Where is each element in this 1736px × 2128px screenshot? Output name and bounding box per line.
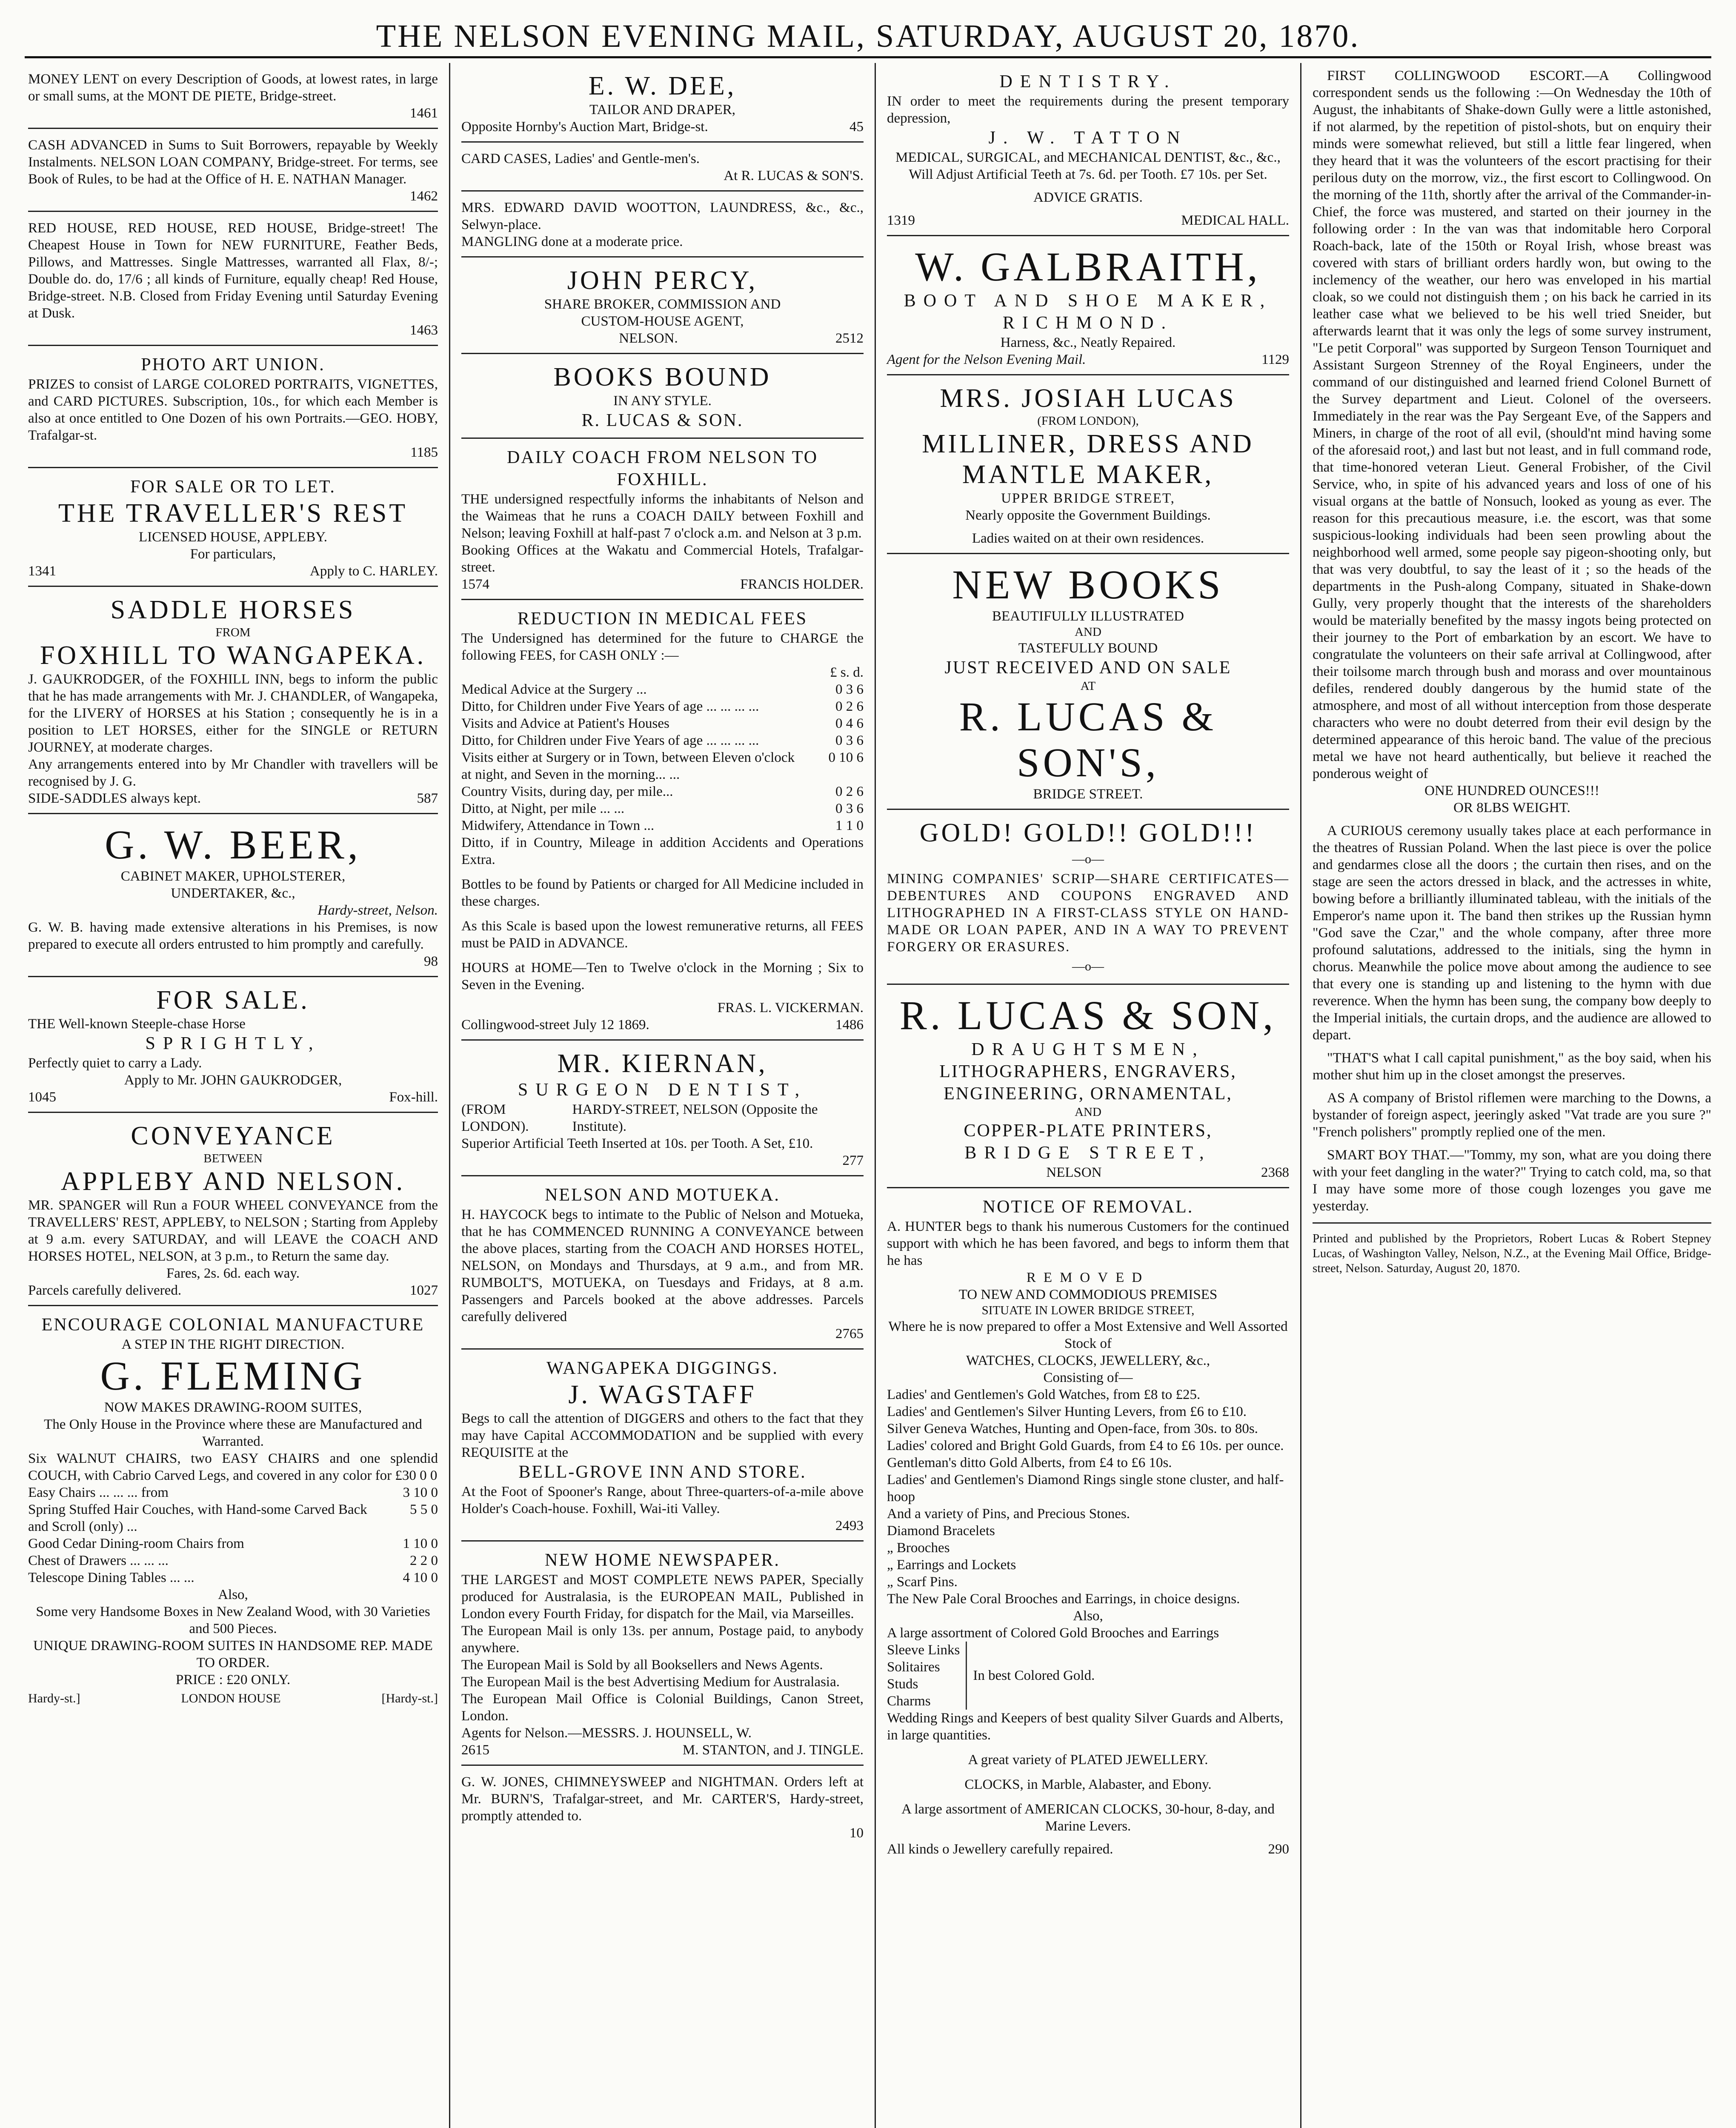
ad-line-3: ENGINEERING, ORNAMENTAL, bbox=[944, 1084, 1233, 1104]
fee-label: Visits and Advice at Patient's Houses bbox=[461, 716, 669, 731]
ad-line-2: LITHOGRAPHERS, ENGRAVERS, bbox=[939, 1062, 1237, 1081]
ad-stock: WATCHES, CLOCKS, JEWELLERY, &c., bbox=[966, 1353, 1210, 1368]
fee-amount: 1 1 0 bbox=[835, 818, 864, 833]
ad-ditto: Ditto, if in Country, Mileage in addition Accidents and Operations Extra. bbox=[461, 835, 864, 867]
stock-item: Ladies' colored and Bright Gold Guards, from £4 to £6 10s. per ounce. bbox=[887, 1438, 1284, 1453]
ad-nelson-motueka bbox=[461, 1176, 864, 1350]
ad-new-home-newspaper bbox=[461, 1542, 864, 1766]
price-list bbox=[28, 1484, 438, 1586]
ad-fares: Fares, 2s. 6d. each way. bbox=[166, 1266, 300, 1281]
fee-amount: 0 10 6 bbox=[828, 750, 864, 765]
separator-2: —o— bbox=[1072, 959, 1104, 973]
ad-subtitle: CABINET MAKER, UPHOLSTERER, bbox=[120, 869, 346, 884]
ad-american: A large assortment of AMERICAN CLOCKS, 30-hour, 8-day, and Marine Levers. bbox=[901, 1802, 1275, 1834]
ad-name: W. GALBRAITH, bbox=[915, 244, 1261, 289]
ad-title: NEW BOOKS bbox=[952, 562, 1224, 607]
ad-text: Ladies waited on at their own residences. bbox=[972, 531, 1204, 546]
ad-intro: The Undersigned has determined for the future to CHARGE the following FEES, for CASH ONLY :— bbox=[461, 631, 864, 663]
bracket-item: Solitaires bbox=[887, 1659, 940, 1675]
bracket-items bbox=[887, 1642, 967, 1710]
ad-subtitle-2: UNDERTAKER, &c., bbox=[171, 886, 295, 901]
fee-row bbox=[461, 783, 864, 800]
ad-clocks: CLOCKS, in Marble, Alabaster, and Ebony. bbox=[964, 1777, 1212, 1792]
news-paragraph: "THAT'S what I call capital punishment," as the boy said, when his mother shut him up in the closet amongst the preserves. bbox=[1313, 1050, 1711, 1083]
ad-number: 1185 bbox=[410, 445, 438, 460]
stock-list bbox=[887, 1386, 1289, 1607]
ad-agent: Agent for the Nelson Evening Mail. bbox=[887, 352, 1086, 367]
ad-number: 290 bbox=[1268, 1842, 1289, 1857]
stock-item: The New Pale Coral Brooches and Earrings, in choice designs. bbox=[887, 1591, 1240, 1607]
ad-text: Superior Artificial Teeth Inserted at 10s. per Tooth. A Set, £10. bbox=[461, 1136, 813, 1151]
ad-jones-chimneysweep bbox=[461, 1766, 864, 1848]
column-3 bbox=[876, 63, 1301, 2128]
ad-number: 1129 bbox=[1261, 352, 1289, 367]
bracket-group bbox=[887, 1642, 1289, 1710]
ad-advice: ADVICE GRATIS. bbox=[1033, 190, 1143, 205]
ad-text: THE Well-known Steeple-chase Horse bbox=[28, 1016, 246, 1032]
ad-hours: HOURS at HOME—Ten to Twelve o'clock in the Morning ; Six to Seven in the Evening. bbox=[461, 960, 864, 992]
ad-notice-of-removal bbox=[887, 1188, 1289, 1864]
ad-text: Begs to call the attention of DIGGERS and others to the fact that they may have Capital ACCOMMODATION and be supplied with every REQUISITE at the bbox=[461, 1411, 864, 1460]
ad-subtitle: BOOT AND SHOE MAKER, bbox=[904, 291, 1273, 311]
ad-number: 1462 bbox=[410, 189, 438, 204]
ad-text: MR. SPANGER will Run a FOUR WHEEL CONVEYANCE from the TRAVELLERS' REST, APPLEBY, to NELSON ; Starting from Appleby at 9 a.m. every SATURDAY, and will LEAVE the COACH AND HORSES HOTEL, NELSON, at 3 p.m., to Return the same day. bbox=[28, 1198, 438, 1264]
columns bbox=[25, 63, 1711, 2128]
ad-text: THE undersigned respectfully informs the inhabitants of Nelson and the Waimeas that he runs a COACH DAILY between Foxhill and Nelson; leaving Foxhill at half-past 7 o'clock a.m. and Nelson at 3 p.m. bbox=[461, 492, 864, 541]
fee-row bbox=[461, 715, 864, 732]
ad-line-3: TASTEFULLY BOUND bbox=[1018, 641, 1158, 656]
ad-text-4: The European Mail is the best Advertising Medium for Australasia. bbox=[461, 1674, 840, 1690]
ad-line-5: COPPER-PLATE PRINTERS, bbox=[964, 1121, 1213, 1141]
bracket-item: Charms bbox=[887, 1693, 931, 1709]
column-1 bbox=[25, 63, 450, 2128]
ad-subtitle: SURGEON DENTIST, bbox=[518, 1080, 807, 1100]
ad-number: 1574 bbox=[461, 577, 489, 592]
ad-books-bound bbox=[461, 354, 864, 439]
ad-address-2: Nearly opposite the Government Buildings. bbox=[965, 508, 1211, 523]
ad-by: R. LUCAS & SON. bbox=[581, 411, 744, 430]
ad-text-5: The European Mail Office is Colonial Buildings, Canon Street, London. bbox=[461, 1691, 864, 1724]
ad-new-books bbox=[887, 554, 1289, 810]
ad-text-2: Any arrangements entered into by Mr Chandler with travellers will be recognised by J. G. bbox=[28, 757, 438, 789]
ad-repaired: All kinds o Jewellery carefully repaired. bbox=[887, 1842, 1113, 1857]
fee-amount: 0 2 6 bbox=[835, 699, 864, 714]
ad-mrs-lucas bbox=[887, 375, 1289, 554]
ad-number: 277 bbox=[842, 1153, 864, 1168]
ad-agents: Agents for Nelson.—MESSRS. J. HOUNSELL, W. bbox=[461, 1725, 752, 1741]
ad-also: Also, bbox=[218, 1587, 248, 1602]
ad-for-sale-horse bbox=[28, 977, 438, 1113]
ad-number: 45 bbox=[849, 119, 864, 134]
ad-address: Opposite Hornby's Auction Mart, Bridge-st. bbox=[461, 119, 708, 134]
ad-assortment: A large assortment of Colored Gold Brooches and Earrings bbox=[887, 1625, 1219, 1641]
fee-row bbox=[461, 698, 864, 715]
news-paragraph: AS A company of Bristol riflemen were marching to the Downs, a bystander of foreign aspect, jeeringly asked "Vat trade are you sure ?" "French polishers" promptly replied one of the men. bbox=[1313, 1090, 1711, 1140]
ad-hall: MEDICAL HALL. bbox=[1181, 213, 1289, 228]
ad-title: GOLD! GOLD!! GOLD!!! bbox=[919, 818, 1257, 847]
ad-conveyance bbox=[28, 1113, 438, 1306]
ad-lucas-draughtsmen bbox=[887, 985, 1289, 1188]
price-amount: 3 10 0 bbox=[403, 1485, 438, 1500]
ad-place: RICHMOND. bbox=[1002, 313, 1174, 333]
fee-amount: 0 4 6 bbox=[835, 716, 864, 731]
ad-medical-fees bbox=[461, 600, 864, 1041]
price-amount: 5 5 0 bbox=[410, 1502, 438, 1517]
price-amount: 2 2 0 bbox=[410, 1553, 438, 1568]
ad-at: At R. LUCAS & SON'S. bbox=[724, 168, 864, 183]
ad-title: DAILY COACH FROM NELSON TO FOXHILL. bbox=[506, 448, 818, 489]
news-paragraph: FIRST COLLINGWOOD ESCORT.—A Collingwood correspondent sends us the following :—On Wednesday the 10th of August, the inhabitants of Shake-down Gully were a little astonished, if not alarmed, by the repetition of pistol-shots, but on enquiry their minds were somewhat relieved, but still a little fear lingered, when they heard that it was the volunteers of the escort practising for their perilous duty on the morrow, viz., the first escort to Collingwood. On the morning of the 11th, shortly after the arrival of the Commander-in-Chief, the force was mustered, and started on their journey in the following order : In the van was that indomitable hero Corporal Roach-back, late of the 150th or Royal Irish, whose breast was covered with stars of brilliant orders hardly won, but owing to the inclemency of the weather, our hero was enveloped in his martial cloak, so we could not distinguish them ; on his back he carried in its leather case what we believed to be his well tried Sneider, but afterwards learnt that it was only the legs of some survey instrument, "Le petit Corporal" was supported by Surgeon Tenson Tourniquet and Assistant Surgeon Strenney of the Royal Engineers, under the command of our distinguished and learned friend Colonel Burnett of the Survey department and Lieut. Colonel of the overseers. Immediately in the rear was the Pay Sergeant Eve, of the Sappers and Miners, in charge of the root of all evil, (should'nt mind having some of the aforesaid root,) and last but not least, and in full command rode, that time-honored veteran Lieut. General Frobisher, of the Civil Service, who, in spite of his advanced years and loss of one of his visual organs at the battle of Nonsuch, looked as young as ever. The reason for this precautious measure, i.e. the escort, was that some suspicious-looking individuals had been seen prowling about the neighborhood well armed, some people say pigeon-shooting only, but that was very doubtful, to say the least of it ; so the heads of the departments in the Push-along Company, situated in Shake-down Gully, very properly thought that the interests of the shareholders would be materially benefited by the massy ingots being protected on their journey to the Port of embarkation by an escort. We have to congratulate the volunteers on their safe arrival at Collingwood, after their toilsome march through bush and morass and over mountainous defiles, rendered doubly dangerous by the humid state of the atmosphere, and most of all without interception from those desperate characters who were no doubt deterred from their evil design by the determined appearance of this heroic band. The value of the precious metal we have not heard authentically, but believe it reached the ponderous weight of bbox=[1313, 68, 1711, 781]
price-label: Spring Stuffed Hair Couches, with Hand-some Carved Back and Scroll (only) ... bbox=[28, 1502, 367, 1534]
ad-price: PRICE : £20 ONLY. bbox=[175, 1672, 291, 1688]
price-amount: 1 10 0 bbox=[403, 1536, 438, 1551]
price-label: Easy Chairs ... ... ... from bbox=[28, 1485, 169, 1500]
ad-text: THE LARGEST and MOST COMPLETE NEWS PAPER, Specially produced for Australasia, is the EUROPEAN MAIL, Published in London every Fourth Friday, for dispatch for the Mail, via Marseilles. bbox=[461, 1572, 864, 1622]
ad-title: CONVEYANCE bbox=[131, 1121, 335, 1150]
ad-text: G. W. B. having made extensive alterations in his Premises, is now prepared to execute all orders entrusted to him promptly and carefully. bbox=[28, 920, 438, 952]
ad-red-house bbox=[28, 212, 438, 346]
ad-unique: UNIQUE DRAWING-ROOM SUITES IN HANDSOME REP. MADE TO ORDER. bbox=[33, 1638, 433, 1670]
ad-number: 1027 bbox=[410, 1283, 438, 1298]
ad-line-6: BRIDGE STREET, bbox=[964, 1143, 1212, 1163]
ad-from: FROM bbox=[215, 626, 251, 639]
stock-item: Silver Geneva Watches, Hunting and Open-face, from 30s. to 80s. bbox=[887, 1421, 1258, 1436]
ad-heading: ENCOURAGE COLONIAL MANUFACTURE bbox=[41, 1315, 425, 1335]
fee-label: Ditto, for Children under Five Years of age ... ... ... ... bbox=[461, 733, 759, 748]
ad-galbraith bbox=[887, 236, 1289, 375]
ad-route: APPLEBY AND NELSON. bbox=[60, 1167, 406, 1196]
ad-daily-coach bbox=[461, 439, 864, 600]
ad-consisting: Consisting of— bbox=[1043, 1370, 1133, 1385]
news-paragraph: A CURIOUS ceremony usually takes place at each performance in the theatres of Russian Poland. When the last piece is over the police and gendarmes close all the doors ; the curtain then rises, and on the stage are seen the actors dressed in black, and the actresses in white, bowing before a brilliantly illuminated tableau, with the initials of the Emperor's name upon it. The band then strikes up the Russian hymn "God save the Czar," and the whole company, after three more profound salutations, addressed to the initials, sing the hymn in chorus. Meanwhile the police move about among the audience to see that every one is standing up and listening to the hymn with due reverence. When the hymn has been sung, the company bow deeply to the Imperial initials, the curtain drops, and the audience are allowed to depart. bbox=[1313, 823, 1711, 1043]
ad-cash-advanced bbox=[28, 129, 438, 212]
ad-boxes: Some very Handsome Boxes in New Zealand Wood, with 30 Varieties and 500 Pieces. bbox=[36, 1604, 430, 1636]
ad-text: G. W. JONES, CHIMNEYSWEEP and NIGHTMAN. Orders left at Mr. BURN'S, Trafalgar-street, and Mr. CARTER'S, Hardy-street, promptly attended to. bbox=[461, 1774, 864, 1824]
ad-route: FOXHILL TO WANGAPEKA. bbox=[40, 641, 426, 670]
ad-gold bbox=[887, 810, 1289, 985]
ad-title: NOTICE OF REMOVAL. bbox=[982, 1197, 1194, 1217]
ad-name: JOHN PERCY, bbox=[567, 266, 758, 295]
ad-now-makes: NOW MAKES DRAWING-ROOM SUITES, bbox=[104, 1400, 362, 1415]
ad-bottles: Bottles to be found by Patients or charged for All Medicine included in these charges. bbox=[461, 877, 864, 909]
price-row bbox=[28, 1552, 438, 1569]
masthead: THE NELSON EVENING MAIL, SATURDAY, AUGUST 20, 1870. bbox=[25, 17, 1711, 58]
ad-text: J. GAUKRODGER, of the FOXHILL INN, begs to inform the public that he has made arrangements with Mr. J. CHANDLER, of Wangapeka, for the LIVERY of HORSES at his Station ; consequently he is in a position to LET HORSES, either for the SINGLE or RETURN JOURNEY, at moderate charges. bbox=[28, 672, 438, 755]
price-row bbox=[28, 1535, 438, 1552]
ad-title: BOOKS BOUND bbox=[553, 363, 772, 392]
bracket-item: Sleeve Links bbox=[887, 1642, 960, 1658]
ad-title: DENTISTRY. bbox=[999, 72, 1177, 92]
stock-item: Diamond Bracelets bbox=[887, 1523, 995, 1539]
ad-number: 2765 bbox=[835, 1326, 864, 1341]
ad-photo-art-union bbox=[28, 346, 438, 468]
ad-removed: REMOVED bbox=[1026, 1270, 1150, 1285]
ad-text-2: MANGLING done at a moderate price. bbox=[461, 234, 683, 249]
ad-side-saddles: SIDE-SADDLES always kept. bbox=[28, 791, 201, 806]
ad-contact: Apply to Mr. JOHN GAUKRODGER, bbox=[124, 1073, 342, 1088]
news-paragraph: SMART BOY THAT.—"Tommy, my son, what are you doing there with your feet dangling in the water?" Trying to catch cold, ma, so that I may have some more of those cough lozenges you gave me yesterday. bbox=[1313, 1147, 1711, 1214]
ad-text: MINING COMPANIES' SCRIP—SHARE CERTIFICATES—DEBENTURES AND COUPONS ENGRAVED AND LITHOGRAPHED IN A FIRST-CLASS STYLE ON HAND-MADE OR LOAN PAPER, AND IN A WAY TO PREVENT FORGERY OR ERASURES. bbox=[887, 871, 1289, 955]
ad-subtitle: MEDICAL, SURGICAL, and MECHANICAL DENTIST, &c., &c., bbox=[895, 150, 1281, 165]
ad-text-3: The European Mail is Sold by all Booksellers and News Agents. bbox=[461, 1657, 823, 1673]
ad-address: HARDY-STREET, NELSON (Opposite the Institute). bbox=[572, 1102, 818, 1134]
foot-left: Hardy-st.] bbox=[28, 1691, 80, 1705]
ad-text: CARD CASES, Ladies' and Gentle-men's. bbox=[461, 151, 700, 166]
ad-six-chairs: Six WALNUT CHAIRS, two EASY CHAIRS and one splendid COUCH, with Cabrio Carved Legs, and covered in any color for £30 0 0 bbox=[28, 1451, 438, 1483]
separator: —o— bbox=[1072, 852, 1104, 866]
fee-row bbox=[461, 749, 864, 783]
ad-number: 1045 bbox=[28, 1090, 56, 1105]
ad-number: 2368 bbox=[1261, 1165, 1289, 1180]
ad-text-2: The European Mail is only 13s. per annum, Postage paid, to anybody anywhere. bbox=[461, 1623, 864, 1656]
bracket-label: In best Colored Gold. bbox=[973, 1668, 1095, 1683]
price-row bbox=[28, 1484, 438, 1501]
ad-text: For particulars, bbox=[190, 546, 276, 562]
ad-scale: As this Scale is based upon the lowest remunerative returns, all FEES must be PAID in ADVANCE. bbox=[461, 918, 864, 951]
ad-wangapeka-diggings bbox=[461, 1350, 864, 1542]
news-paragraph: OR 8LBS WEIGHT. bbox=[1453, 800, 1570, 815]
price-amount: 4 10 0 bbox=[403, 1570, 438, 1585]
ad-number: 1486 bbox=[835, 1017, 864, 1033]
ad-place: NELSON. bbox=[619, 331, 678, 346]
ad-address: BRIDGE STREET. bbox=[1033, 787, 1143, 802]
ad-text-2: Booking Offices at the Wakatu and Commercial Hotels, Trafalgar-street. bbox=[461, 543, 864, 575]
stock-item: Ladies' and Gentlemen's Silver Hunting Levers, from £6 to £10. bbox=[887, 1404, 1247, 1419]
ad-subheading: A STEP IN THE RIGHT DIRECTION. bbox=[121, 1337, 345, 1352]
ad-trade: MILLINER, DRESS AND MANTLE MAKER, bbox=[922, 429, 1254, 489]
imprint-text: Printed and published by the Proprietors, Robert Lucas & Robert Stepney Lucas, of Washington Valley, Nelson, N.Z., at the Evening Mail Office, Bridge-street, Nelson. Saturday, August 20, 1870. bbox=[1313, 1232, 1711, 1275]
ad-title: FOR SALE. bbox=[156, 986, 310, 1015]
ad-address: UPPER BRIDGE STREET, bbox=[1001, 491, 1175, 506]
ad-text: RED HOUSE, RED HOUSE, RED HOUSE, Bridge-street! The Cheapest House in Town for NEW FURNITURE, Feather Beds, Pillows, and Mattresses. Single Mattresses, warranted all Flax, 8/-; Double do. do, 17/6 ; all kinds of Furniture, equally cheap! Red House, Bridge-street. N.B. Closed from Friday Evening until Saturday Evening at Dusk. bbox=[28, 220, 438, 321]
ad-money-lent bbox=[28, 63, 438, 129]
ad-name: J. W. TATTON bbox=[988, 128, 1188, 148]
ad-text: A. HUNTER begs to thank his numerous Customers for the continued support with which he has been favored, and begs to inform them that he has bbox=[887, 1219, 1289, 1268]
fee-amount: 0 3 6 bbox=[835, 801, 864, 816]
stock-item: Gentleman's ditto Gold Alberts, from £4 to £6 10s. bbox=[887, 1455, 1172, 1470]
ad-contact: Apply to C. HARLEY. bbox=[310, 563, 438, 579]
stock-item: „ Earrings and Lockets bbox=[887, 1557, 1016, 1573]
ad-subtitle-2: CUSTOM-HOUSE AGENT, bbox=[581, 314, 744, 329]
column-4 bbox=[1301, 63, 1711, 2128]
bracket-item: Studs bbox=[887, 1676, 918, 1692]
price-row bbox=[28, 1569, 438, 1586]
ad-number: 1463 bbox=[410, 323, 438, 338]
ad-line-4: AND bbox=[1075, 1105, 1101, 1119]
ad-inn: BELL-GROVE INN AND STORE. bbox=[518, 1462, 807, 1482]
ad-name: G. W. BEER, bbox=[105, 822, 361, 867]
ad-number: 1461 bbox=[410, 106, 438, 121]
stock-item: „ Scarf Pins. bbox=[887, 1574, 958, 1590]
ad-title: NEW HOME NEWSPAPER. bbox=[545, 1550, 780, 1570]
ad-dentistry bbox=[887, 63, 1289, 236]
ad-kiernan bbox=[461, 1041, 864, 1176]
imprint bbox=[1313, 1222, 1711, 1282]
ad-number: 98 bbox=[424, 954, 438, 969]
ad-number: 2493 bbox=[835, 1518, 864, 1533]
ad-number: 1319 bbox=[887, 213, 915, 228]
ad-subtitle: SHARE BROKER, COMMISSION AND bbox=[544, 297, 781, 312]
stock-item: And a variety of Pins, and Precious Stones. bbox=[887, 1506, 1130, 1522]
ad-name: MR. KIERNAN, bbox=[557, 1049, 768, 1078]
ad-subtitle: TAILOR AND DRAPER, bbox=[589, 102, 735, 117]
ad-wootton bbox=[461, 192, 864, 257]
fee-header: £ s. d. bbox=[830, 665, 864, 680]
stock-item: Ladies' and Gentlemen's Diamond Rings single stone cluster, and half-hoop bbox=[887, 1472, 1284, 1504]
ad-number: 10 bbox=[849, 1825, 864, 1841]
ad-number: 2615 bbox=[461, 1742, 489, 1758]
ad-text: MONEY LENT on every Description of Goods, at lowest rates, in large or small sums, at the MONT DE PIETE, Bridge-street. bbox=[28, 72, 438, 104]
ad-from: (FROM LONDON), bbox=[1037, 414, 1139, 428]
ad-parcels: Parcels carefully delivered. bbox=[28, 1283, 182, 1298]
ad-beer-cabinet-maker bbox=[28, 814, 438, 977]
ad-fleming bbox=[28, 1306, 438, 1713]
ad-place: NELSON bbox=[1046, 1165, 1102, 1180]
ad-name: E. W. DEE, bbox=[588, 72, 737, 100]
ad-text: IN order to meet the requirements during the present temporary depression, bbox=[887, 94, 1289, 126]
ad-text: H. HAYCOCK begs to intimate to the Public of Nelson and Motueka, that he has COMMENCED RUNNING A CONVEYANCE between the above places, starting from the COACH AND HORSES HOTEL, NELSON, on Mondays and Thursdays, at 9 a.m., and from MR. RUMBOLT'S, MOTUEKA, on Tuesdays and Fridays, at 8 a.m. Passengers and Parcels booked at the above addresses. Parcels carefully delivered bbox=[461, 1207, 864, 1324]
ad-from: (FROM LONDON). bbox=[461, 1102, 529, 1134]
ad-wedding: Wedding Rings and Keepers of best quality Silver Guards and Alberts, in large quantities. bbox=[887, 1710, 1284, 1743]
ad-title: FOR SALE OR TO LET. bbox=[130, 477, 336, 497]
fee-amount: 0 3 6 bbox=[835, 682, 864, 697]
fee-row bbox=[461, 817, 864, 834]
ad-plated: A great variety of PLATED JEWELLERY. bbox=[968, 1752, 1208, 1768]
ad-text: PRIZES to consist of LARGE COLORED PORTRAITS, VIGNETTES, and CARD PICTURES. Subscription, 10s., for which each Member is also at once entitled to One Dozen of his own Portraits.—GEO. HOBY, Trafalgar-st. bbox=[28, 377, 438, 443]
fee-label: Midwifery, Attendance in Town ... bbox=[461, 818, 655, 833]
ad-to: TO NEW AND COMMODIOUS PREMISES bbox=[958, 1287, 1218, 1302]
ad-title: PHOTO ART UNION. bbox=[141, 355, 325, 375]
ad-title: WANGAPEKA DIGGINGS. bbox=[546, 1359, 778, 1378]
ad-text: Harness, &c., Neatly Repaired. bbox=[1000, 335, 1176, 350]
ad-name: MRS. JOSIAH LUCAS bbox=[940, 384, 1236, 413]
ad-title: SADDLE HORSES bbox=[110, 595, 356, 624]
ad-subtitle: LICENSED HOUSE, APPLEBY. bbox=[138, 529, 328, 545]
fee-label: Ditto, for Children under Five Years of age ... ... ... ... bbox=[461, 699, 759, 714]
ad-text-2: Where he is now prepared to offer a Most Extensive and Well Assorted Stock of bbox=[888, 1319, 1288, 1351]
fee-label: Country Visits, during day, per mile... bbox=[461, 784, 673, 799]
stock-item: „ Brooches bbox=[887, 1540, 950, 1556]
fee-amount: 0 2 6 bbox=[835, 784, 864, 799]
ad-number: 2512 bbox=[835, 331, 864, 346]
price-label: Chest of Drawers ... ... ... bbox=[28, 1553, 169, 1568]
ad-line-1: BEAUTIFULLY ILLUSTRATED bbox=[992, 609, 1184, 624]
ad-also: Also, bbox=[1073, 1608, 1103, 1624]
ad-signature: FRANCIS HOLDER. bbox=[740, 577, 864, 592]
price-label: Good Cedar Dining-room Chairs from bbox=[28, 1536, 244, 1551]
ad-horse-name: SPRIGHTLY, bbox=[145, 1034, 321, 1053]
ad-agents-2: M. STANTON, and J. TINGLE. bbox=[682, 1742, 864, 1758]
ad-line-4: JUST RECEIVED AND ON SALE bbox=[944, 658, 1232, 678]
ad-description: Perfectly quiet to carry a Lady. bbox=[28, 1055, 202, 1071]
fee-amount: 0 3 6 bbox=[835, 733, 864, 748]
ad-number: 1341 bbox=[28, 563, 56, 579]
ad-for-sale-or-let bbox=[28, 468, 438, 587]
ad-text: CASH ADVANCED in Sums to Suit Borrowers, repayable by Weekly Instalments. NELSON LOAN COMPANY, Bridge-street. For terms, see Book of Rules, to be had at the Office of H. E. NATHAN Manager. bbox=[28, 137, 438, 187]
column-2 bbox=[450, 63, 876, 2128]
fee-label: Visits either at Surgery or in Town, between Eleven o'clock at night, and Seven in the morning... ... bbox=[461, 750, 795, 782]
foot-right: [Hardy-st.] bbox=[381, 1691, 438, 1705]
ad-text-2: At the Foot of Spooner's Range, about Three-quarters-of-a-mile above Holder's Coach-house. Foxhill, Wai-iti Valley. bbox=[461, 1484, 864, 1516]
fee-list bbox=[461, 681, 864, 834]
ad-signature: FRAS. L. VICKERMAN. bbox=[717, 1000, 864, 1015]
stock-item: Ladies' and Gentlemen's Gold Watches, from £8 to £25. bbox=[887, 1387, 1201, 1402]
ad-situate: SITUATE IN LOWER BRIDGE STREET, bbox=[981, 1304, 1195, 1317]
news-items bbox=[1313, 63, 1711, 1215]
ad-only-house: The Only House in the Province where these are Manufactured and Warranted. bbox=[44, 1417, 422, 1449]
news-paragraph: ONE HUNDRED OUNCES!!! bbox=[1424, 783, 1599, 798]
ad-text: MRS. EDWARD DAVID WOOTTON, LAUNDRESS, &c., &c., Selwyn-place. bbox=[461, 200, 864, 232]
fee-row bbox=[461, 681, 864, 698]
ad-name: R. LUCAS & SON'S, bbox=[959, 694, 1217, 785]
ad-percy bbox=[461, 257, 864, 354]
ad-number: 587 bbox=[417, 791, 438, 806]
ad-line-1: DRAUGHTSMEN, bbox=[971, 1040, 1205, 1059]
fee-row bbox=[461, 800, 864, 817]
ad-text-2: Will Adjust Artificial Teeth at 7s. 6d. per Tooth. £7 10s. per Set. bbox=[909, 167, 1267, 182]
ad-place: Collingwood-street July 12 1869. bbox=[461, 1017, 649, 1033]
ad-saddle-horses bbox=[28, 587, 438, 814]
ad-dee-tailor bbox=[461, 63, 864, 143]
price-row bbox=[28, 1501, 438, 1535]
fee-label: Ditto, at Night, per mile ... ... bbox=[461, 801, 625, 816]
price-label: Telescope Dining Tables ... ... bbox=[28, 1570, 194, 1585]
ad-place: Fox-hill. bbox=[389, 1090, 438, 1105]
ad-name: R. LUCAS & SON, bbox=[899, 992, 1277, 1038]
ad-address: Hardy-street, Nelson. bbox=[317, 903, 438, 918]
fee-label: Medical Advice at the Surgery ... bbox=[461, 682, 647, 697]
ad-title: NELSON AND MOTUEKA. bbox=[545, 1185, 780, 1205]
fee-row bbox=[461, 732, 864, 749]
ad-title: REDUCTION IN MEDICAL FEES bbox=[517, 609, 808, 629]
ad-name: J. WAGSTAFF bbox=[568, 1380, 757, 1409]
ad-line-2: AND bbox=[1075, 625, 1101, 639]
ad-subtitle: IN ANY STYLE. bbox=[613, 393, 712, 409]
ad-name: G. FLEMING bbox=[100, 1353, 366, 1399]
ad-between: BETWEEN bbox=[203, 1152, 263, 1165]
foot-center: LONDON HOUSE bbox=[181, 1691, 281, 1705]
ad-card-cases bbox=[461, 143, 864, 192]
ad-name: THE TRAVELLER'S REST bbox=[58, 499, 408, 528]
ad-line-5: AT bbox=[1080, 679, 1096, 693]
